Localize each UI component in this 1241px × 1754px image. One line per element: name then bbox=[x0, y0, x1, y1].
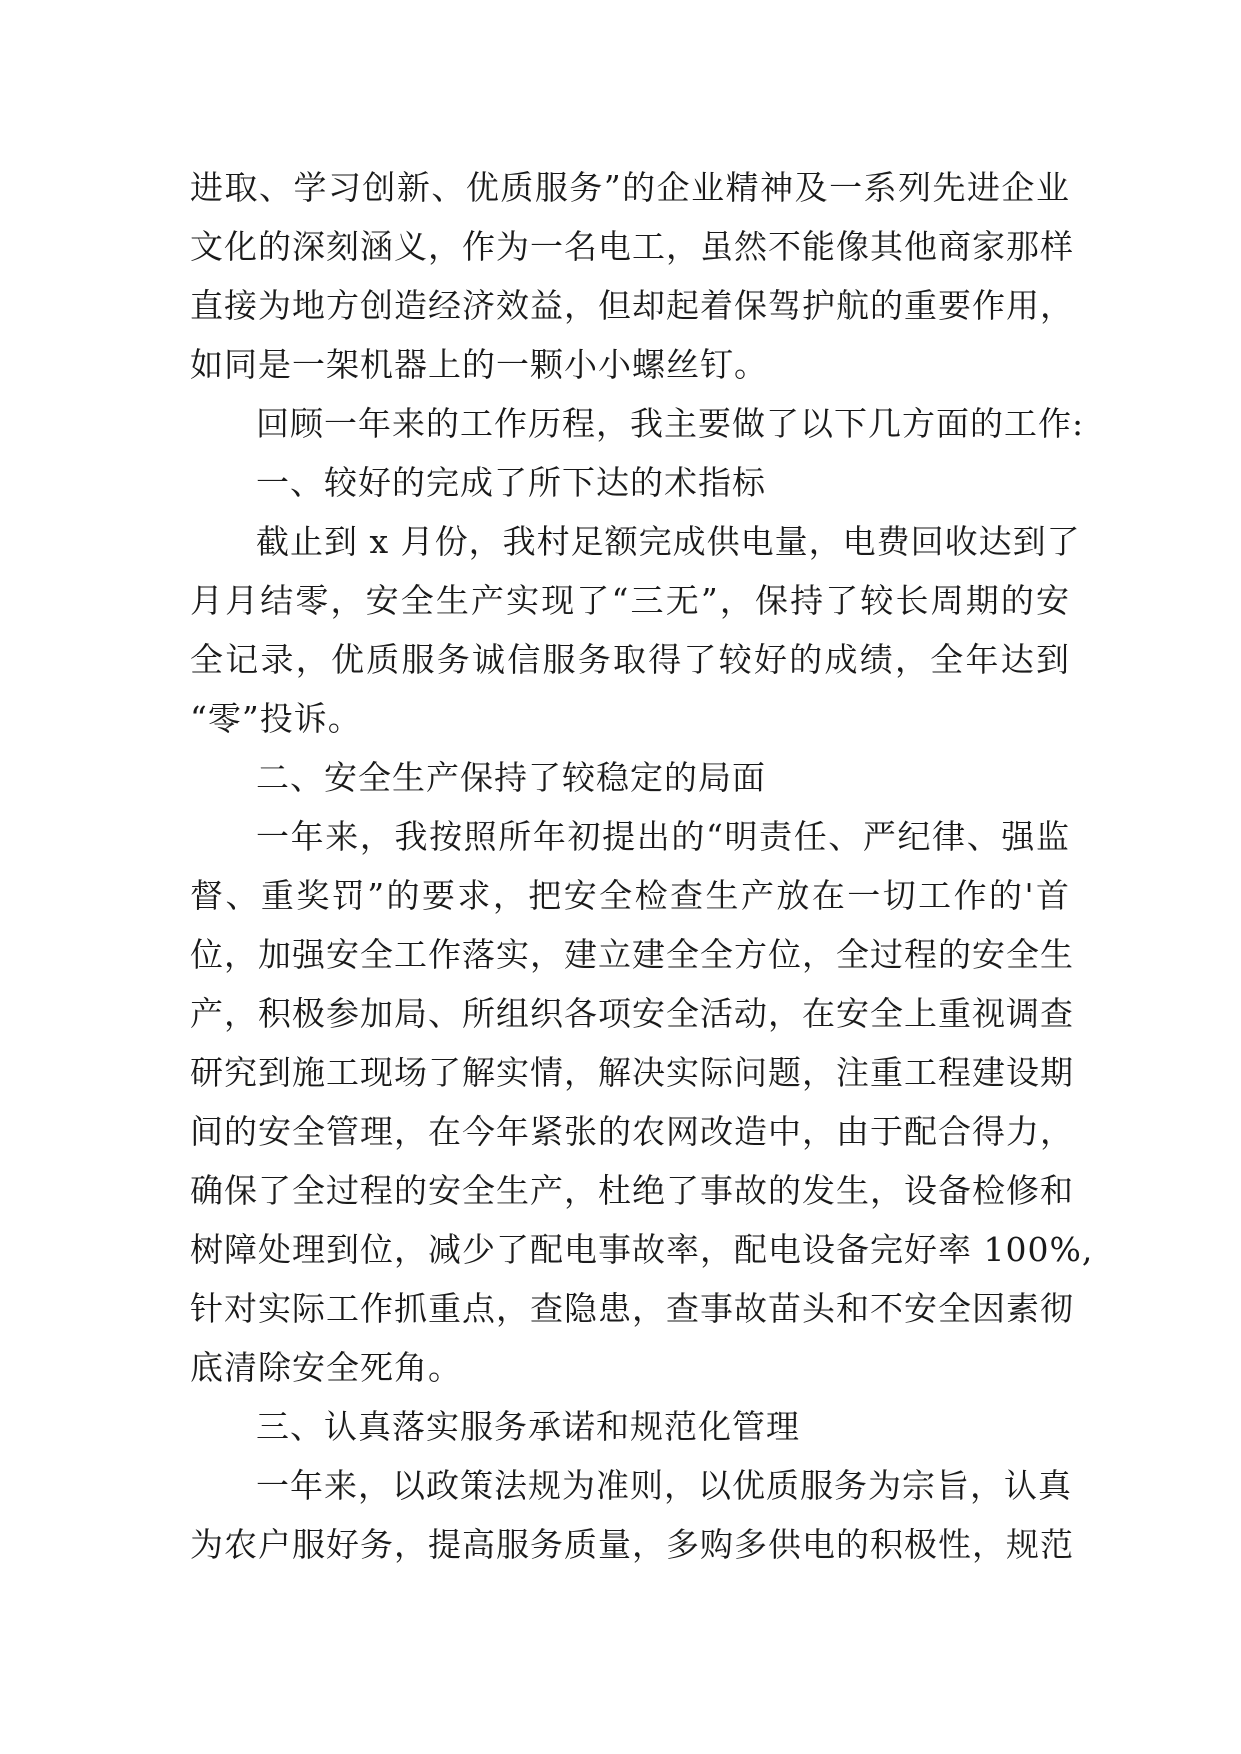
section-heading-2: 二、安全生产保持了较稳定的局面 bbox=[256, 758, 766, 797]
text-line: 如同是一架机器上的一颗小小螺丝钉。 bbox=[190, 345, 768, 384]
text-line: 研究到施工现场了解实情，解决实际问题，注重工程建设期 bbox=[190, 1053, 1074, 1092]
text-line: 全记录，优质服务诚信服务取得了较好的成绩，全年达到 bbox=[190, 640, 1070, 679]
text-line: “零”投诉。 bbox=[190, 699, 362, 738]
text-line: 针对实际工作抓重点，查隐患，查事故苗头和不安全因素彻 bbox=[190, 1289, 1074, 1328]
document-body bbox=[190, 158, 1094, 1574]
section-heading-3: 三、认真落实服务承诺和规范化管理 bbox=[256, 1407, 800, 1446]
text-line: 督、重奖罚”的要求，把安全检查生产放在一切工作的'首 bbox=[190, 876, 1070, 915]
text-line: 产，积极参加局、所组织各项安全活动，在安全上重视调查 bbox=[190, 994, 1074, 1033]
text-line: 月月结零，安全生产实现了“三无”，保持了较长周期的安 bbox=[190, 581, 1070, 620]
text-line: 底清除安全死角。 bbox=[190, 1348, 462, 1387]
text-line: 文化的深刻涵义，作为一名电工，虽然不能像其他商家那样 bbox=[190, 227, 1074, 266]
text-line: 确保了全过程的安全生产，杜绝了事故的发生，设备检修和 bbox=[190, 1171, 1074, 1210]
text-line: 直接为地方创造经济效益，但却起着保驾护航的重要作用， bbox=[190, 286, 1074, 325]
text-line: 一年来，我按照所年初提出的“明责任、严纪律、强监 bbox=[256, 817, 1070, 856]
text-line: 截止到 x 月份，我村足额完成供电量，电费回收达到了 bbox=[256, 522, 1081, 561]
text-line: 位，加强安全工作落实，建立建全全方位，全过程的安全生 bbox=[190, 935, 1074, 974]
section-heading-1: 一、较好的完成了所下达的术指标 bbox=[256, 463, 766, 502]
text-line: 进取、学习创新、优质服务”的企业精神及一系列先进企业 bbox=[190, 168, 1070, 207]
text-line: 树障处理到位，减少了配电事故率，配电设备完好率 100%, bbox=[190, 1230, 1094, 1269]
text-line: 一年来，以政策法规为准则，以优质服务为宗旨，认真 bbox=[256, 1466, 1072, 1505]
text-line: 间的安全管理，在今年紧张的农网改造中，由于配合得力， bbox=[190, 1112, 1074, 1151]
paragraph-intro: 回顾一年来的工作历程，我主要做了以下几方面的工作: bbox=[256, 404, 1085, 443]
text-line: 为农户服好务，提高服务质量，多购多供电的积极性，规范 bbox=[190, 1525, 1074, 1564]
